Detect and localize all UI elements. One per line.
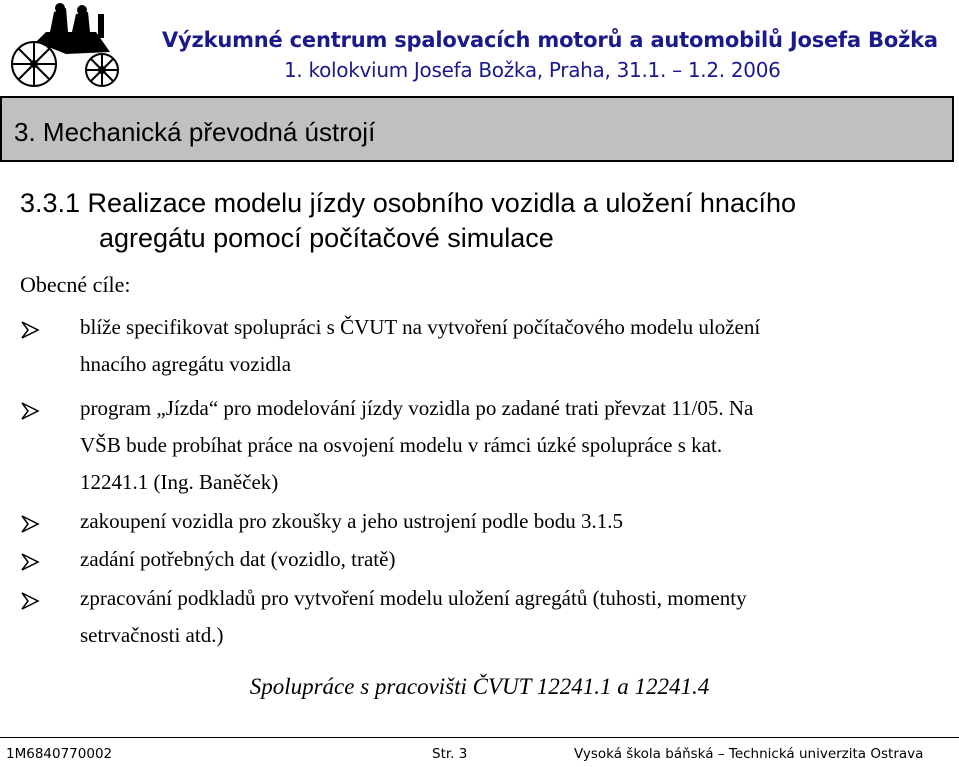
list-item-text	[80, 309, 944, 383]
list-item-text	[80, 541, 944, 578]
arrow-bullet-icon	[20, 401, 40, 421]
institute-name: Výzkumné centrum spalovacích motorů a automobilů Josefa Božka	[162, 28, 938, 52]
subsection-line-2: agregátu pomocí počítačové simulace	[99, 223, 554, 253]
subsection-line-1: 3.3.1 Realizace modelu jízdy osobního vozidla a uložení hnacího	[20, 188, 796, 218]
vintage-steam-car-logo	[6, 2, 134, 90]
list-item-line: zakoupení vozidla pro zkoušky a jeho ustrojení podle bodu 3.1.5	[80, 509, 623, 533]
arrow-bullet-icon	[20, 514, 40, 534]
list-item-line: VŠB bude probíhat práce na osvojení modelu v rámci úzké spolupráce s kat.	[80, 433, 723, 457]
list-item-line: zadání potřebných dat (vozidlo, tratě)	[80, 547, 396, 571]
arrow-bullet-icon	[20, 320, 40, 340]
section-title: 3. Mechanická převodná ústrojí	[14, 117, 376, 147]
footer-project-code: 1M6840770002	[6, 746, 113, 762]
goals-label: Obecné cíle:	[20, 272, 131, 297]
list-item-line: blíže specifikovat spolupráci s ČVUT na vytvoření počítačového modelu uložení	[80, 315, 761, 339]
list-item-line: program „Jízda“ pro modelování jízdy vozidla po zadané trati převzat 11/05. Na	[80, 396, 754, 420]
list-item-line: setrvačnosti atd.)	[80, 623, 224, 647]
footer-page-number: Str. 3	[432, 746, 468, 762]
arrow-bullet-icon	[20, 552, 40, 572]
list-item-text	[80, 390, 944, 501]
list-item-line: hnacího agregátu vozidla	[80, 352, 292, 376]
footer-divider	[0, 737, 959, 738]
arrow-bullet-icon	[20, 591, 40, 611]
list-item-line: zpracování podkladů pro vytvoření modelu uložení agregátů (tuhosti, momenty	[80, 586, 747, 610]
subsection-heading	[20, 186, 796, 256]
list-item-line: 12241.1 (Ing. Baněček)	[80, 470, 279, 494]
event-name: 1. kolokvium Josefa Božka, Praha, 31.1. – 1.2. 2006	[284, 58, 781, 82]
section-band	[0, 96, 954, 162]
collaboration-note: Spolupráce s pracovišti ČVUT 12241.1 a 12241.4	[249, 674, 710, 699]
footer-university: Vysoká škola báňská – Technická univerzita Ostrava	[574, 746, 924, 762]
list-item-text	[80, 503, 944, 540]
list-item-text	[80, 580, 944, 654]
